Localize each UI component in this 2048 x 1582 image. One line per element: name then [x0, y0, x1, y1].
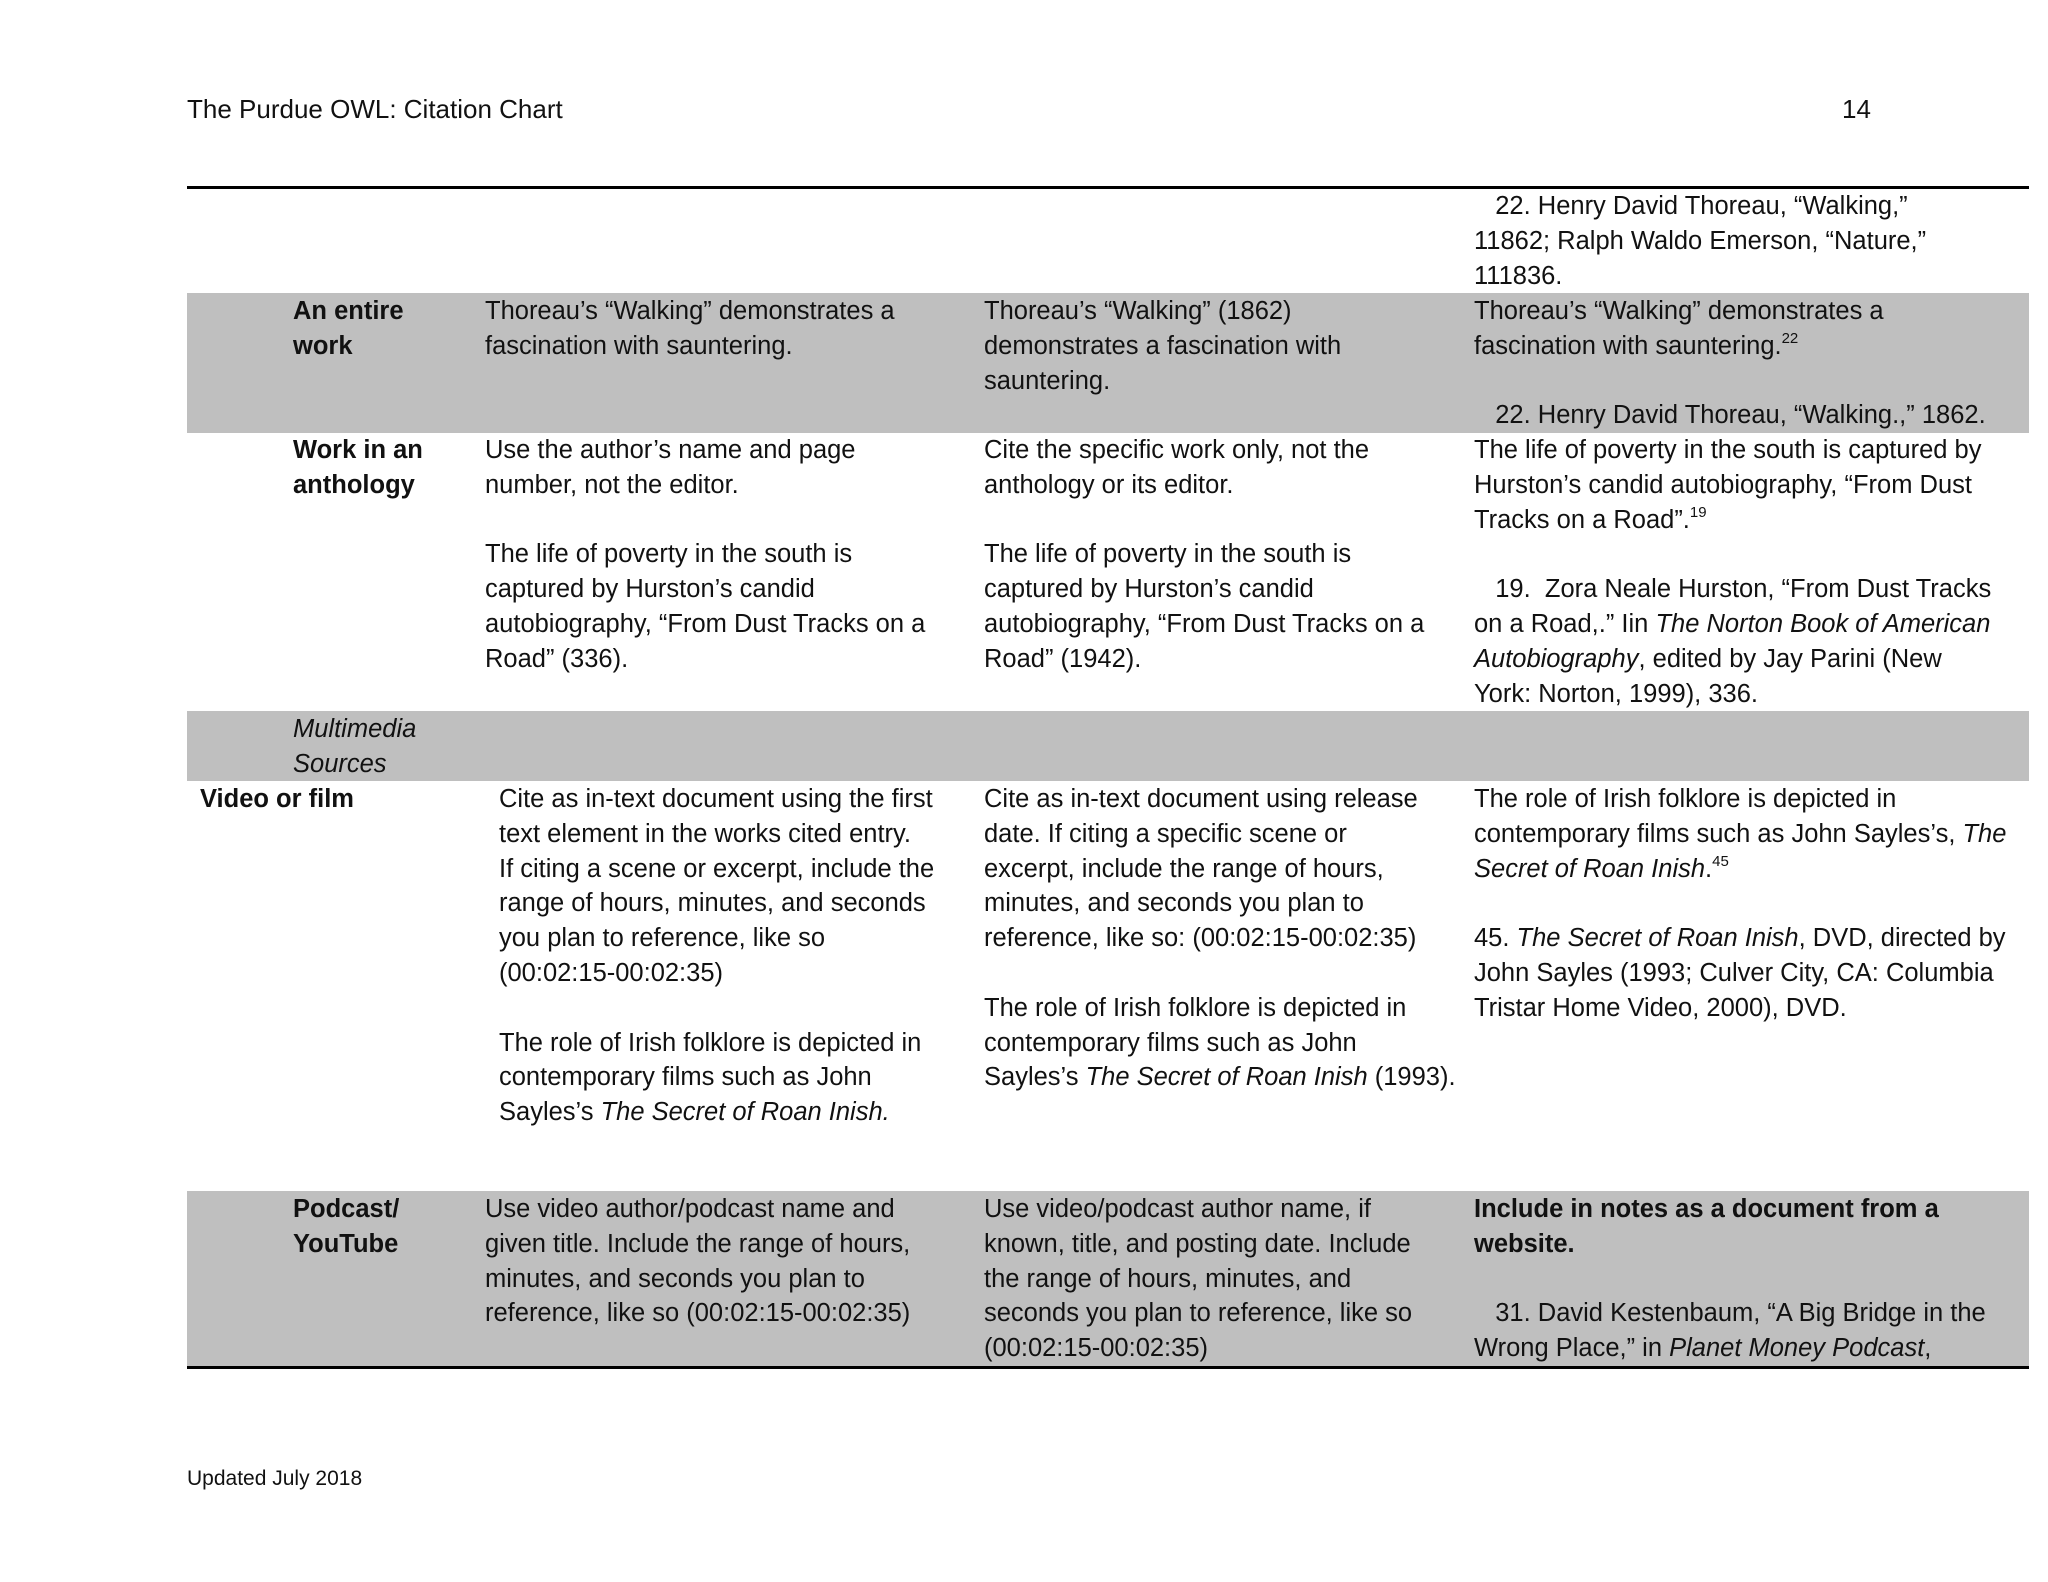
- video-chicago: The role of Irish folklore is depicted in contemporary films such as John Sayles’s, The Secret of Roan Inish.$^{45}$ 45. The Secret of Roan Inish, DVD, directed by John Sayles (1993; Culver City, CA: Columbia Tristar Home Video, 2000), DVD.: [1474, 785, 2007, 1022]
- podcast-mla: Use video author/podcast name and given title. Include the range of hours, minutes, and seconds you plan to reference, like so (00:02:15-00:02:35): [485, 1195, 911, 1328]
- row-label-video: Video or film: [200, 785, 354, 813]
- page-header-title: The Purdue OWL: Citation Chart: [187, 94, 563, 124]
- continued-chicago-notes: 22. Henry David Thoreau, “Walking,” 11862; Ralph Waldo Emerson, “Nature,” 111836.: [1474, 192, 1927, 290]
- video-apa: Cite as in-text document using release date. If citing a specific scene or excerpt, include the range of hours, minutes, and seconds you plan to reference, like so: (00:02:15-00:02:35) The role of Irish folklore is depicted in contemporary films such as John Sayles’s The Secret of Roan Inish (1993).: [984, 785, 1456, 1092]
- podcast-chicago: Include in notes as a document from a website. 31. David Kestenbaum, “A Big Bridge in the Wrong Place,” in Planet Money Podcast,: [1474, 1195, 1986, 1363]
- footnote-marker: 45: [1712, 852, 1729, 870]
- row-band-multimedia: [187, 711, 2029, 781]
- anthology-apa: Cite the specific work only, not the anthology or its editor. The life of poverty in the south is captured by Hurston’s candid autobiography, “From Dust Tracks on a Road” (1942).: [984, 436, 1425, 673]
- table-bottom-rule: [187, 1366, 2029, 1369]
- page-number: 14: [1842, 94, 1871, 124]
- podcast-apa: Use video/podcast author name, if known, title, and posting date. Include the range of hours, minutes, and seconds you plan to reference, like so (00:02:15-00:02:35): [984, 1195, 1413, 1363]
- row-label-multimedia: Multimedia Sources: [293, 715, 417, 778]
- entire-work-mla: Thoreau’s “Walking” demonstrates a fascination with sauntering.: [485, 297, 895, 360]
- footnote-marker: 22: [1781, 329, 1799, 347]
- footnote-marker: 19: [1689, 503, 1707, 521]
- row-label-entire-work: An entire work: [293, 297, 404, 360]
- page-footer-updated: Updated July 2018: [187, 1467, 363, 1490]
- entire-work-apa: Thoreau’s “Walking” (1862) demonstrates a fascination with sauntering.: [984, 297, 1342, 395]
- video-mla: Cite as in-text document using the first text element in the works cited entry. If citing a scene or excerpt, include the range of hours, minutes, and seconds you plan to reference, like so (00:02:15-00:02:35) The role of Irish folklore is depicted in contemporary films such as John Sayles’s The Secret of Roan Inish.: [499, 785, 935, 1127]
- anthology-chicago: The life of poverty in the south is captured by Hurston’s candid autobiography, “From Dust Tracks on a Road”.$^{19}$ 19. Zora Neale Hurston, “From Dust Tracks on a Road,.” Iin The Norton Book of American Autobiography, edited by Jay Parini (New York: Norton, 1999), 336.: [1474, 436, 1992, 708]
- entire-work-chicago: Thoreau’s “Walking” demonstrates a fascination with sauntering.$^{22}$ 22. Henry David Thoreau, “Walking.,” 1862.: [1474, 297, 1986, 430]
- anthology-mla: Use the author’s name and page number, not the editor. The life of poverty in the south is captured by Hurston’s candid autobiography, “From Dust Tracks on a Road” (336).: [485, 436, 926, 673]
- row-label-podcast: Podcast/ YouTube: [293, 1195, 400, 1258]
- row-label-anthology: Work in an anthology: [293, 436, 423, 499]
